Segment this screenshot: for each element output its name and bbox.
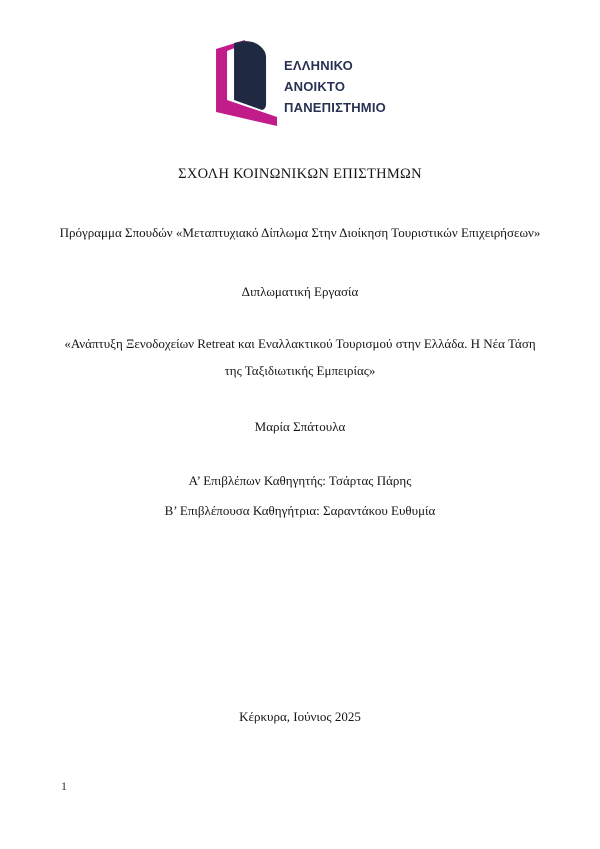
page-number: 1 [61, 779, 67, 793]
university-name [284, 55, 386, 118]
thesis-title-line1: «Ανάπτυξη Ξενοδοχείων Retreat και Εναλλακτικού Τουρισμού στην Ελλάδα. Η Νέα Τάση [64, 336, 536, 351]
open-book-navy-cover [234, 41, 266, 110]
author-name: Μαρία Σπάτουλα [254, 419, 346, 434]
open-book-icon [214, 40, 278, 128]
university-name-line3: ΠΑΝΕΠΙΣΤΗΜΙΟ [284, 100, 386, 115]
hellenic-open-university-logo [214, 40, 386, 128]
thesis-type: Διπλωματική Εργασία [241, 284, 359, 299]
university-name-line1: ΕΛΛΗΝΙΚΟ [284, 58, 353, 73]
supervisor-b: Β’ Επιβλέπουσα Καθηγήτρια: Σαραντάκου Ευθυμία [164, 503, 436, 518]
thesis-title-line2: της Ταξιδιωτικής Εμπειρίας» [224, 363, 376, 378]
program-name: Πρόγραμμα Σπουδών «Μεταπτυχιακό Δίπλωμα Στην Διοίκηση Τουριστικών Επιχειρήσεων» [59, 225, 541, 240]
supervisor-a: Α’ Επιβλέπων Καθηγητής: Τσάρτας Πάρης [188, 473, 412, 488]
place-and-date: Κέρκυρα, Ιούνιος 2025 [239, 709, 361, 724]
school-name: ΣΧΟΛΗ ΚΟΙΝΩΝΙΚΩΝ ΕΠΙΣΤΗΜΩΝ [178, 166, 422, 182]
university-name-line2: ΑΝΟΙΚΤΟ [284, 79, 346, 94]
